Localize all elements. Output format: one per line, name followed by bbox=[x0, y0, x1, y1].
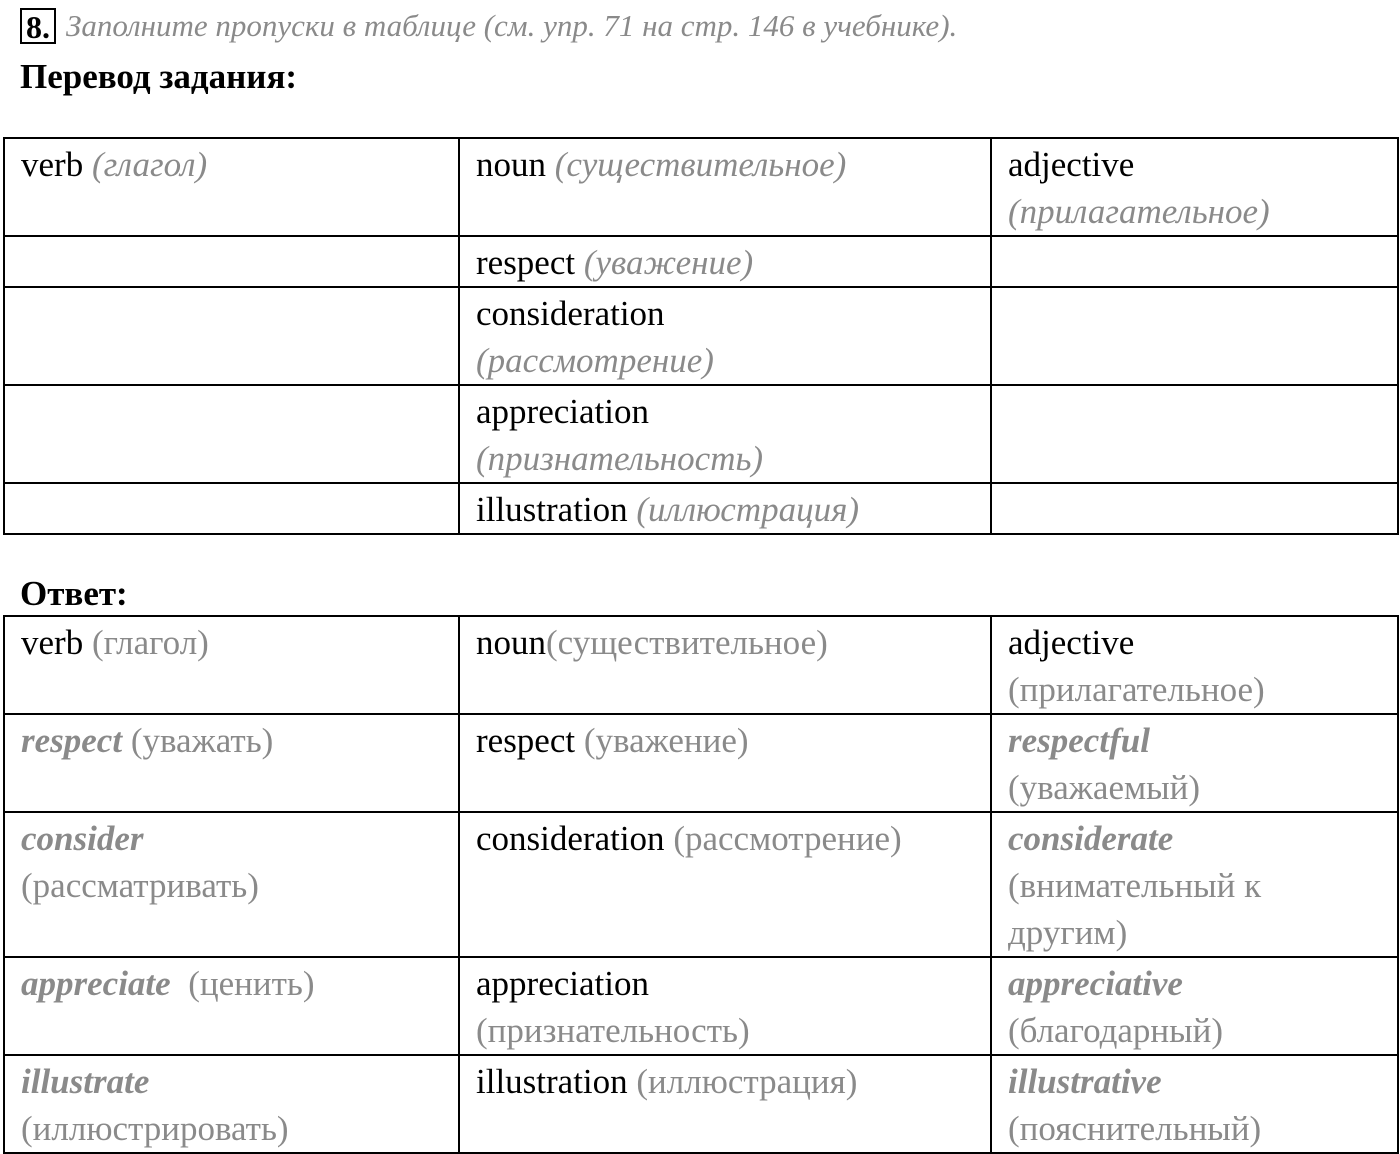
header-translation: (существительное) bbox=[546, 623, 828, 662]
verb-word: appreciate bbox=[21, 964, 171, 1003]
cell-verb bbox=[4, 812, 459, 957]
cell-adjective bbox=[991, 1055, 1398, 1153]
cell-verb bbox=[4, 1055, 459, 1153]
empty-cell-verb bbox=[4, 483, 459, 534]
empty-cell-adjective bbox=[991, 287, 1398, 385]
noun-translation: (рассмотрение) bbox=[673, 819, 902, 858]
noun-translation: (иллюстрация) bbox=[636, 490, 860, 529]
empty-cell-verb bbox=[4, 385, 459, 483]
cell-adjective bbox=[991, 812, 1398, 957]
table-row bbox=[4, 385, 1398, 483]
cell-noun bbox=[459, 957, 991, 1055]
header-word: noun bbox=[476, 145, 546, 184]
empty-cell-adjective bbox=[991, 385, 1398, 483]
answer-heading: Ответ: bbox=[20, 574, 128, 613]
adjective-word: respectful bbox=[1008, 721, 1150, 760]
verb-translation: (ценить) bbox=[188, 964, 315, 1003]
empty-cell-verb bbox=[4, 236, 459, 287]
cell-noun bbox=[459, 385, 991, 483]
table-row bbox=[4, 714, 1398, 812]
translation-heading: Перевод задания: bbox=[20, 57, 298, 96]
adjective-translation: (внимательный к другим) bbox=[1008, 866, 1262, 952]
noun-translation: (признательность) bbox=[476, 1011, 750, 1050]
cell-noun bbox=[459, 236, 991, 287]
noun-word: consideration bbox=[476, 819, 665, 858]
header-cell-verb bbox=[4, 138, 459, 236]
noun-translation: (признательность) bbox=[476, 439, 764, 478]
adjective-translation: (пояснительный) bbox=[1008, 1109, 1262, 1148]
cell-noun bbox=[459, 483, 991, 534]
verb-word: illustrate bbox=[21, 1062, 150, 1101]
header-translation: (прилагательное) bbox=[1008, 192, 1270, 231]
noun-word: respect bbox=[476, 243, 576, 282]
answer-table bbox=[3, 615, 1399, 1154]
table-row bbox=[4, 1055, 1398, 1153]
header-translation: (прилагательное) bbox=[1008, 670, 1265, 709]
cell-adjective bbox=[991, 714, 1398, 812]
empty-cell-verb bbox=[4, 287, 459, 385]
header-word: verb bbox=[21, 623, 84, 662]
noun-translation: (иллюстрация) bbox=[636, 1062, 858, 1101]
cell-noun bbox=[459, 812, 991, 957]
table-row bbox=[4, 287, 1398, 385]
noun-word: illustration bbox=[476, 1062, 628, 1101]
table-row bbox=[4, 812, 1398, 957]
verb-translation: (иллюстрировать) bbox=[21, 1109, 289, 1148]
verb-translation: (рассматривать) bbox=[21, 866, 259, 905]
header-word: verb bbox=[21, 145, 84, 184]
cell-noun bbox=[459, 714, 991, 812]
header-cell-verb bbox=[4, 616, 459, 714]
header-translation: (глагол) bbox=[91, 145, 208, 184]
task-number: 8. bbox=[20, 8, 56, 44]
adjective-word: considerate bbox=[1008, 819, 1174, 858]
table-header-row bbox=[4, 616, 1398, 714]
cell-verb bbox=[4, 957, 459, 1055]
header-cell-noun bbox=[459, 138, 991, 236]
cell-adjective bbox=[991, 957, 1398, 1055]
noun-word: illustration bbox=[476, 490, 628, 529]
verb-word: respect bbox=[21, 721, 123, 760]
empty-cell-adjective bbox=[991, 483, 1398, 534]
noun-translation: (уважение) bbox=[583, 243, 754, 282]
header-word: adjective bbox=[1008, 623, 1135, 662]
cell-verb bbox=[4, 714, 459, 812]
cell-noun bbox=[459, 287, 991, 385]
table-row bbox=[4, 957, 1398, 1055]
table-header-row bbox=[4, 138, 1398, 236]
noun-word: respect bbox=[476, 721, 576, 760]
header-cell-adjective bbox=[991, 616, 1398, 714]
header-translation: (существительное) bbox=[554, 145, 847, 184]
noun-word: appreciation bbox=[476, 392, 649, 431]
table-row bbox=[4, 236, 1398, 287]
cell-noun bbox=[459, 1055, 991, 1153]
header-word: noun bbox=[476, 623, 546, 662]
adjective-translation: (благодарный) bbox=[1008, 1011, 1224, 1050]
header-translation: (глагол) bbox=[91, 623, 209, 662]
task-table bbox=[3, 137, 1399, 535]
noun-word: consideration bbox=[476, 294, 665, 333]
verb-translation: (уважать) bbox=[130, 721, 274, 760]
header-word: adjective bbox=[1008, 145, 1135, 184]
task-statement bbox=[20, 6, 957, 46]
header-cell-adjective bbox=[991, 138, 1398, 236]
noun-translation: (рассмотрение) bbox=[476, 341, 714, 380]
adjective-translation: (уважаемый) bbox=[1008, 768, 1201, 807]
empty-cell-adjective bbox=[991, 236, 1398, 287]
table-row bbox=[4, 483, 1398, 534]
header-cell-noun bbox=[459, 616, 991, 714]
adjective-word: appreciative bbox=[1008, 964, 1183, 1003]
task-text: Заполните пропуски в таблице (см. упр. 71 на стр. 146 в учебнике). bbox=[66, 8, 958, 43]
verb-word: consider bbox=[21, 819, 144, 858]
adjective-word: illustrative bbox=[1008, 1062, 1162, 1101]
noun-translation: (уважение) bbox=[583, 721, 749, 760]
noun-word: appreciation bbox=[476, 964, 649, 1003]
